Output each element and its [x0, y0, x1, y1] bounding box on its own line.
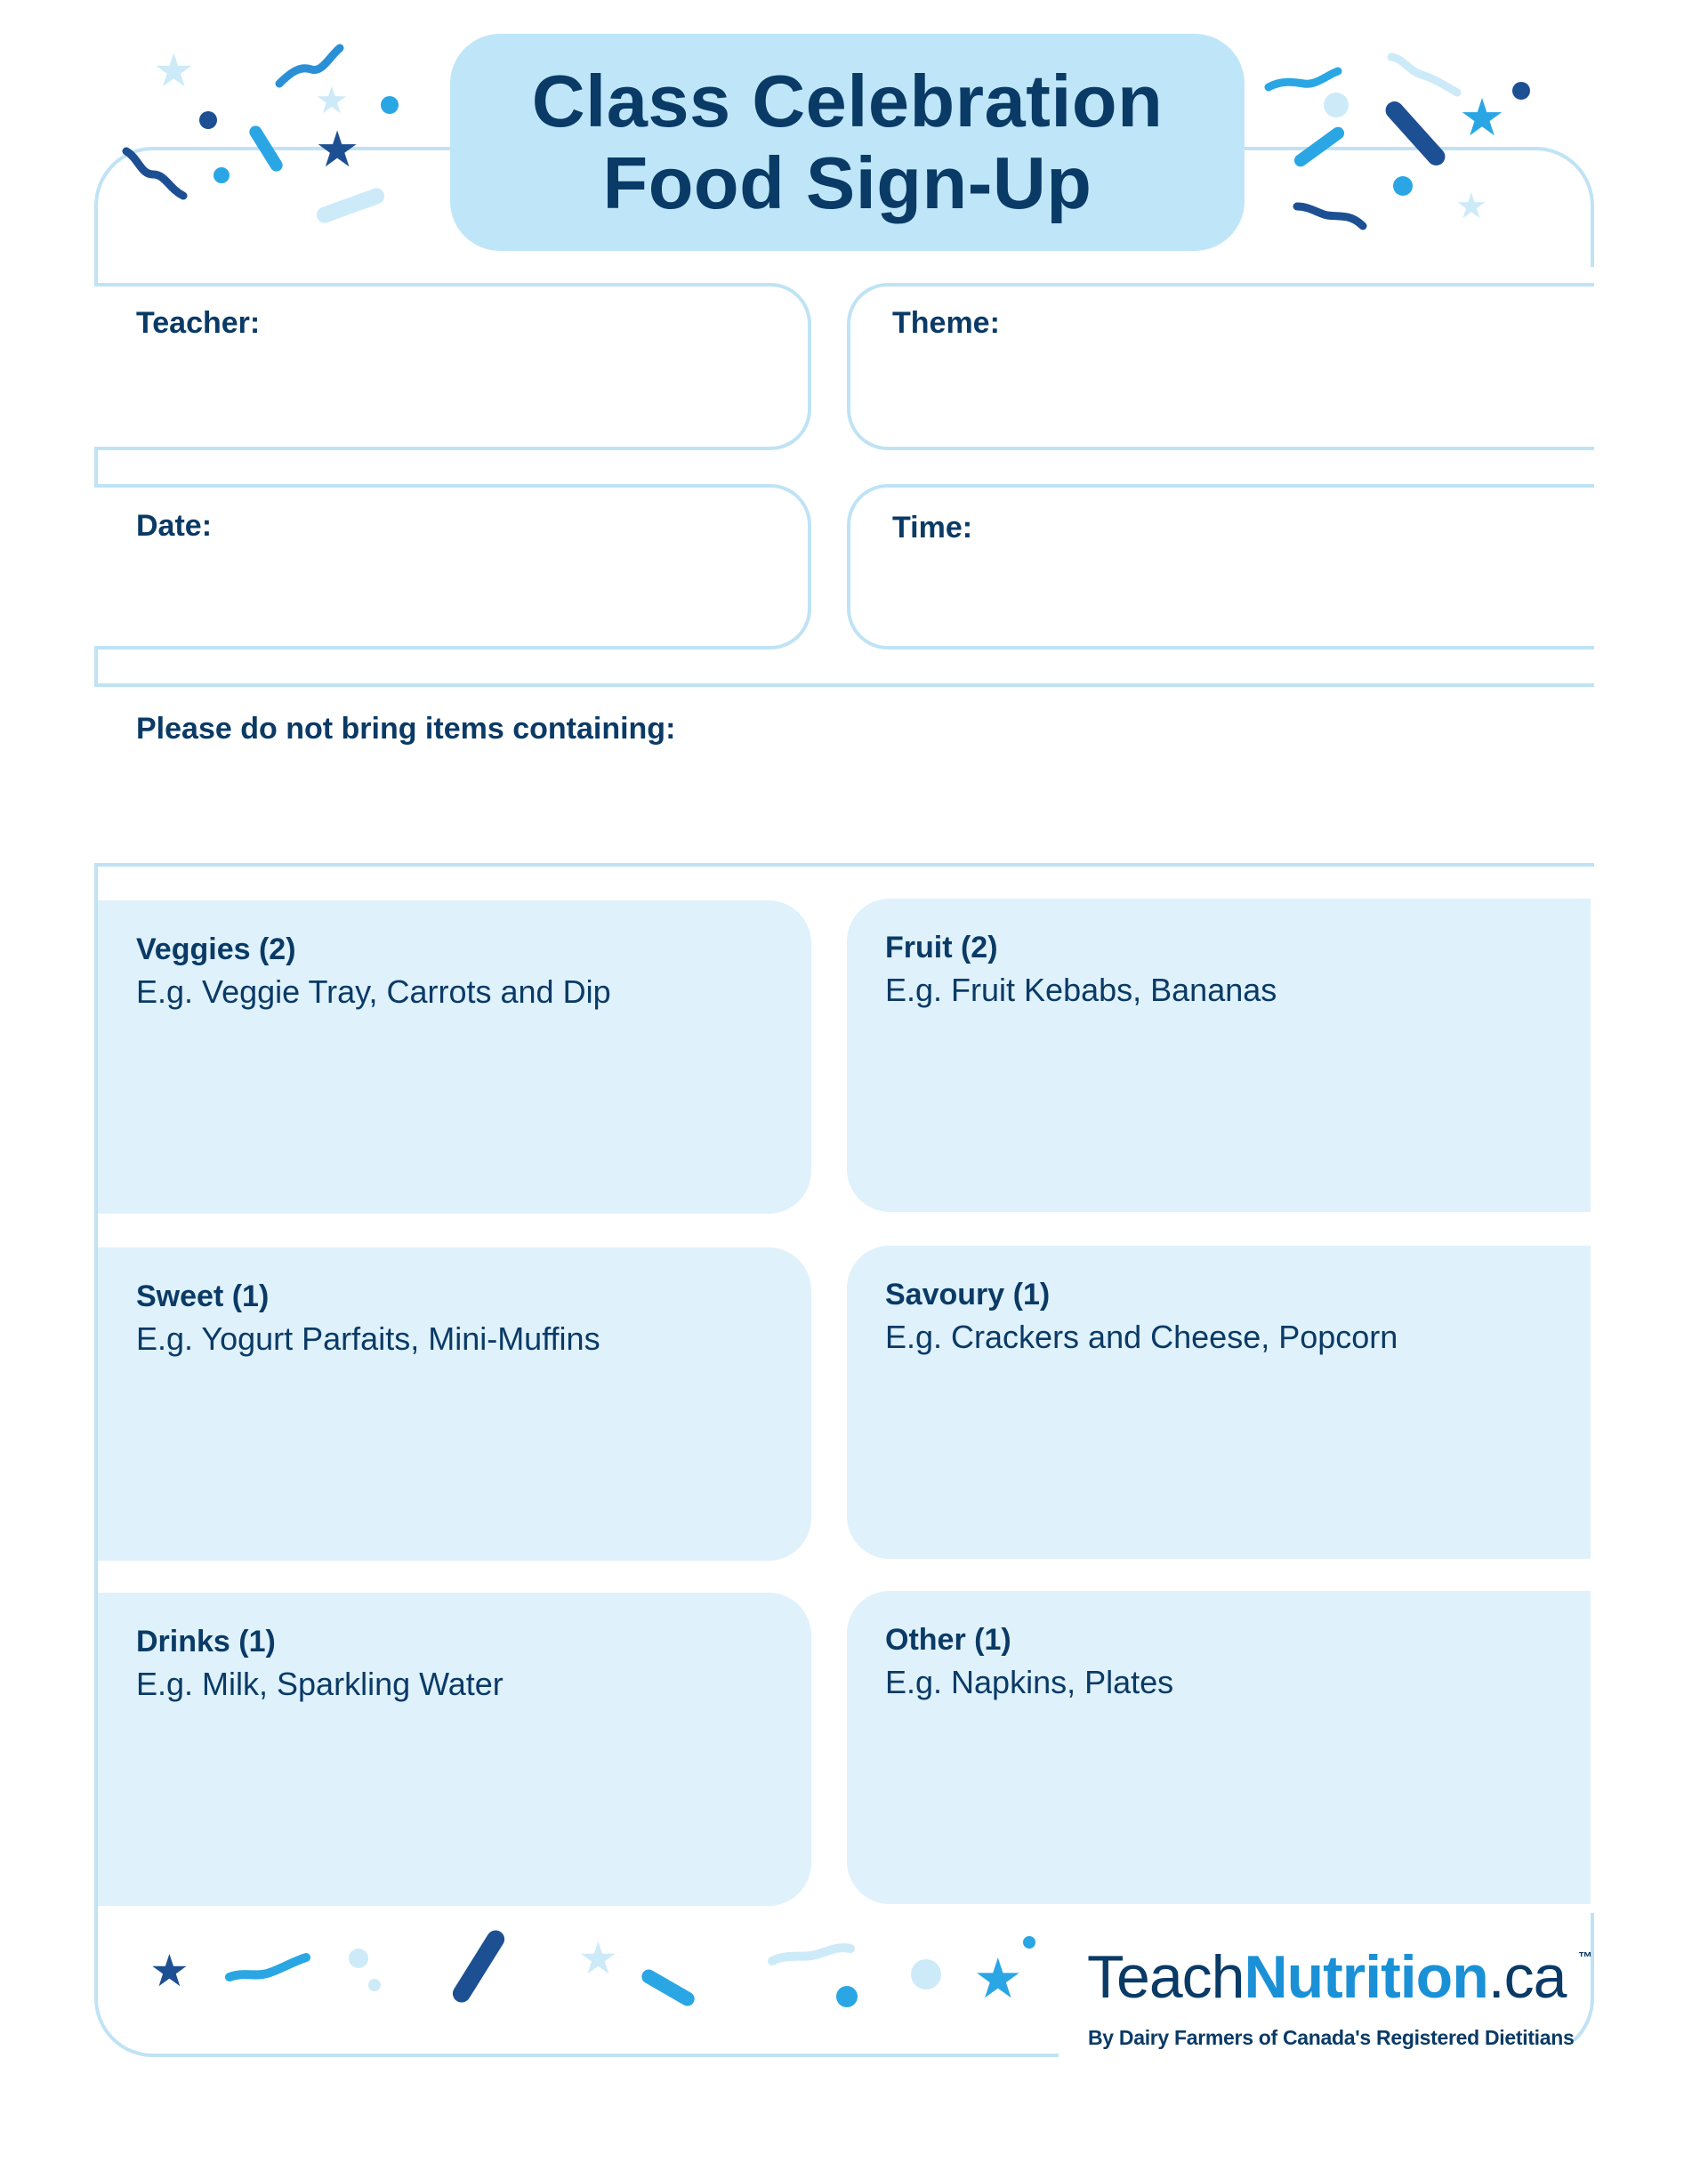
page-title-line-2: Food Sign-Up [602, 141, 1092, 224]
category-example: E.g. Veggie Tray, Carrots and Dip [136, 973, 611, 1010]
logo-byline: By Dairy Farmers of Canada's Registered Dietitians [1088, 2026, 1575, 2049]
dot-icon [1512, 82, 1530, 100]
theme-label: Theme: [892, 306, 1000, 340]
category-name: Other (1) [885, 1623, 1011, 1657]
category-panel-drinks[interactable] [98, 1593, 811, 1906]
category-name: Fruit (2) [885, 931, 998, 964]
star-icon: ★ [578, 1933, 618, 1983]
squiggle-icon [121, 142, 192, 205]
dot-icon [911, 1959, 941, 1989]
restrictions-label: Please do not bring items containing: [136, 712, 676, 746]
category-panel-sweet[interactable] [98, 1247, 811, 1561]
dot-icon [381, 96, 399, 114]
category-example: E.g. Fruit Kebabs, Bananas [885, 972, 1277, 1008]
squiggle-icon [767, 1936, 856, 1972]
title-banner [450, 34, 1245, 251]
dot-icon [1023, 1936, 1035, 1949]
category-example: E.g. Yogurt Parfaits, Mini-Muffins [136, 1320, 600, 1357]
category-name: Savoury (1) [885, 1278, 1051, 1312]
squiggle-icon [224, 1945, 313, 1989]
squiggle-icon [1292, 198, 1372, 233]
teacher-field[interactable] [94, 283, 811, 450]
date-field[interactable] [94, 484, 811, 650]
dot-icon [214, 167, 230, 183]
star-icon: ★ [973, 1949, 1023, 2010]
restrictions-field[interactable] [94, 683, 1594, 867]
star-icon: ★ [315, 79, 349, 121]
category-example: E.g. Milk, Sparkling Water [136, 1666, 504, 1702]
page-title-line-1: Class Celebration [531, 60, 1164, 142]
category-name: Veggies (2) [136, 932, 296, 966]
dot-icon [368, 1979, 381, 1991]
category-panel-fruit[interactable] [847, 899, 1591, 1212]
dot-icon [836, 1986, 858, 2007]
time-label: Time: [892, 511, 973, 545]
category-example: E.g. Napkins, Plates [885, 1664, 1174, 1700]
squiggle-icon [1386, 48, 1466, 101]
category-example: E.g. Crackers and Cheese, Popcorn [885, 1319, 1398, 1355]
star-icon: ★ [1455, 187, 1487, 226]
star-icon: ★ [153, 45, 195, 97]
category-name: Drinks (1) [136, 1625, 276, 1659]
category-panel-other[interactable] [847, 1591, 1591, 1904]
dot-icon [1393, 176, 1413, 196]
trademark-mark: ™ [1578, 1950, 1592, 1965]
teacher-label: Teacher: [136, 306, 261, 340]
category-panel-savoury[interactable] [847, 1246, 1591, 1559]
star-icon: ★ [315, 121, 360, 177]
dot-icon [199, 111, 217, 129]
logo-ca: .ca [1487, 1943, 1567, 2011]
time-field[interactable] [847, 484, 1594, 650]
category-name: Sweet (1) [136, 1279, 270, 1313]
theme-field[interactable] [847, 283, 1594, 450]
logo-nutrition: Nutrition [1244, 1943, 1488, 2011]
logo-teach: Teach [1087, 1943, 1245, 2011]
dot-icon [349, 1949, 368, 1968]
star-icon: ★ [149, 1946, 189, 1996]
star-icon: ★ [1459, 89, 1505, 147]
category-panel-veggies[interactable] [98, 900, 811, 1214]
dot-icon [1324, 93, 1349, 117]
date-label: Date: [136, 509, 213, 543]
teachnutrition-logo[interactable] [1087, 1943, 1567, 2011]
